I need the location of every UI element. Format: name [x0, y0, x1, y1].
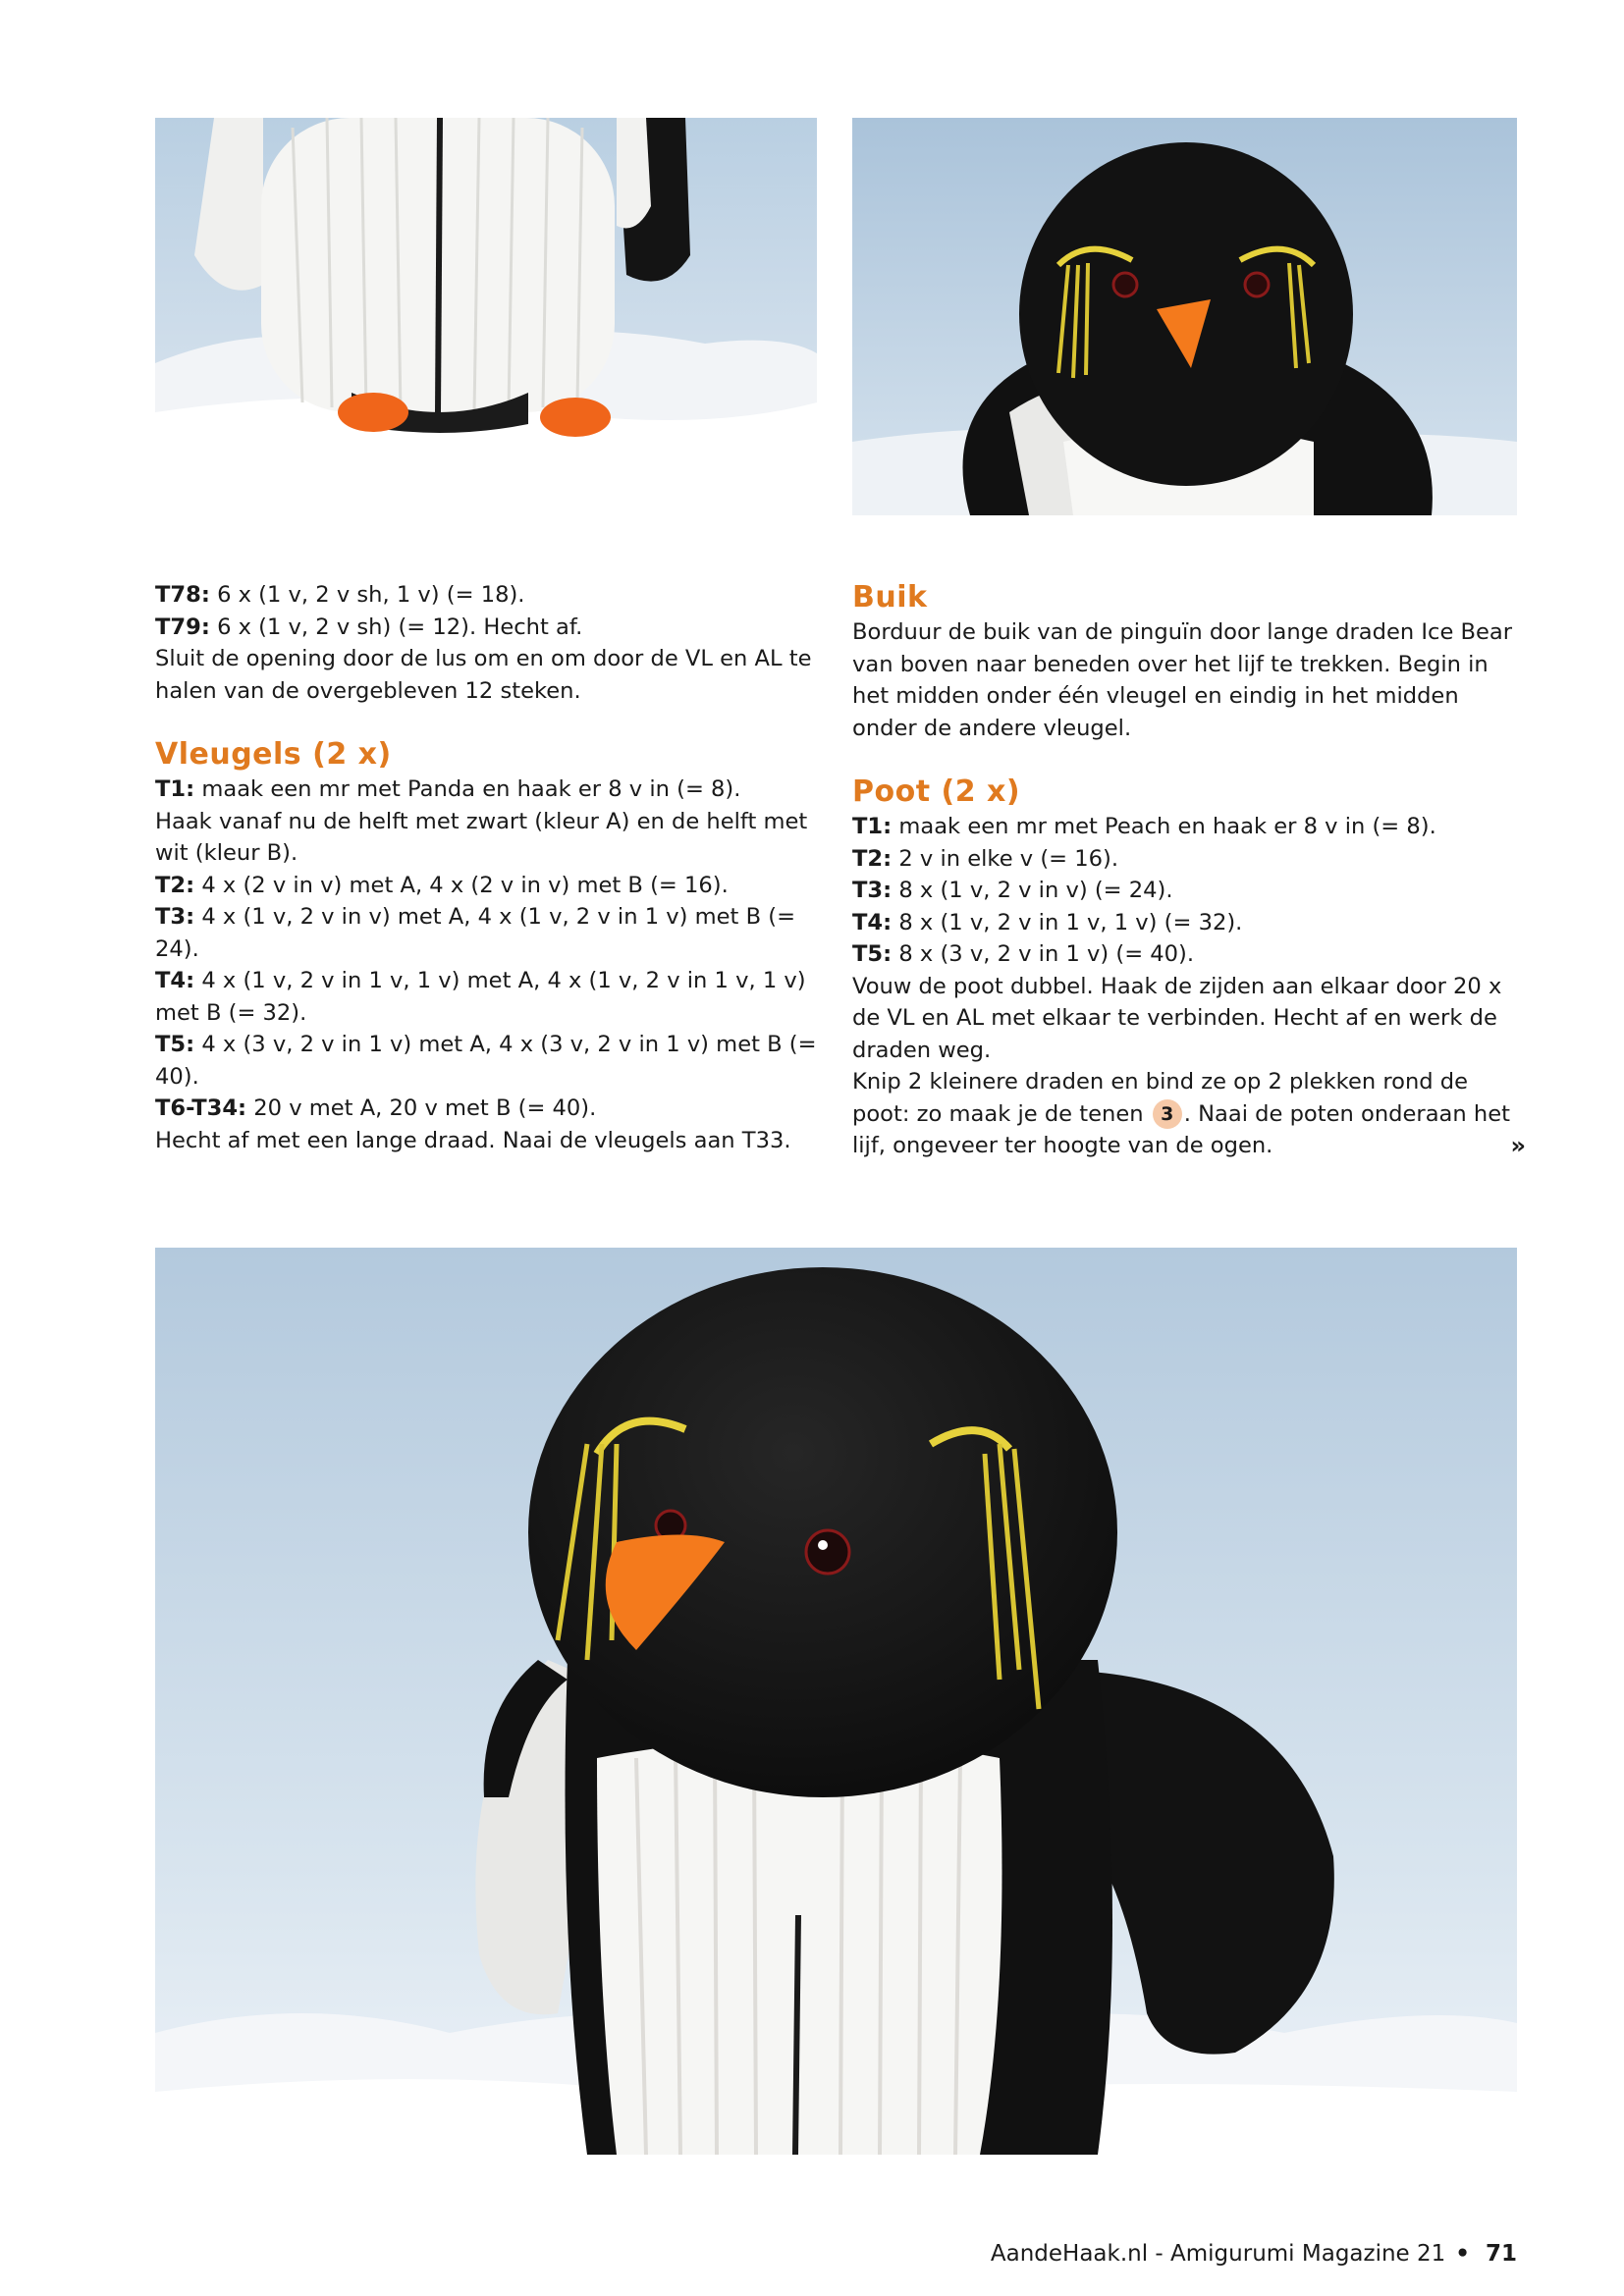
row-t78: T78: 6 x (1 v, 2 v sh, 1 v) (= 18). [155, 582, 525, 608]
wings-end: Hecht af met een lange draad. Naai de vleugels aan T33. [155, 1127, 791, 1153]
photo-reference-badge: 3 [1153, 1099, 1182, 1129]
feet-heading: Poot (2 x) [852, 774, 1021, 809]
wings-row-t2: T2: 4 x (2 v in v) met A, 4 x (2 v in v) met B (= 16). [155, 872, 729, 898]
wings-row-t3: T3: 4 x (1 v, 2 v in v) met A, 4 x (1 v, 2 v in 1 v) met B (= 24). [155, 904, 796, 962]
feet-row-t1: T1: maak een mr met Peach en haak er 8 v in (= 8). [852, 814, 1436, 839]
wings-row-t5: T5: 4 x (3 v, 2 v in 1 v) met A, 4 x (3 v, 2 v in 1 v) met B (= 40). [155, 1032, 817, 1090]
penguin-head-photo [852, 118, 1517, 515]
penguin-front-photo [155, 1248, 1517, 2155]
wings-row-t6-t34: T6-T34: 20 v met A, 20 v met B (= 40). [155, 1095, 597, 1121]
belly-heading: Buik [852, 580, 928, 614]
penguin-back-photo [155, 118, 817, 515]
footer-bullet: • [1455, 2241, 1470, 2267]
wings-row-t1: T1: maak een mr met Panda en haak er 8 v in (= 8). [155, 776, 741, 802]
belly-text: Borduur de buik van de pinguïn door lange draden Ice Bear van boven naar beneden over het lijf te trekken. Begin in het midden onder één vleugel en eindig in het midden onder de andere vleugel. [852, 619, 1513, 741]
closing-text: Sluit de opening door de lus om en om door de VL en AL te halen van de overgebleven 12 steken. [155, 646, 812, 704]
footer-site: AandeHaak.nl - Amigurumi Magazine 21 [990, 2241, 1446, 2267]
feet-row-t5: T5: 8 x (3 v, 2 v in 1 v) (= 40). [852, 941, 1195, 967]
left-text-column [155, 579, 823, 1156]
page-footer [991, 2241, 1517, 2267]
page-number: 71 [1485, 2241, 1517, 2267]
continue-arrow-icon: » [1510, 1132, 1526, 1159]
feet-toes-text: Knip 2 kleinere draden en bind ze op 2 plekken rond de poot: zo maak je de tenen 3 . Naai de poten onderaan het lijf, ongeveer ter hoogte van de ogen. » [852, 1066, 1520, 1162]
row-t79: T79: 6 x (1 v, 2 v sh) (= 12). Hecht af. [155, 614, 583, 640]
feet-row-t2: T2: 2 v in elke v (= 16). [852, 845, 1119, 872]
wings-intro: Haak vanaf nu de helft met zwart (kleur A) en de helft met wit (kleur B). [155, 808, 808, 866]
wings-heading: Vleugels (2 x) [155, 737, 392, 772]
feet-row-t4: T4: 8 x (1 v, 2 v in 1 v, 1 v) (= 32). [852, 909, 1243, 935]
feet-fold-text: Vouw de poot dubbel. Haak de zijden aan elkaar door 20 x de VL en AL met elkaar te verbinden. Hecht af en werk de draden weg. [852, 973, 1502, 1063]
feet-row-t3: T3: 8 x (1 v, 2 v in v) (= 24). [852, 878, 1173, 903]
right-text-column [852, 579, 1526, 1162]
wings-row-t4: T4: 4 x (1 v, 2 v in 1 v, 1 v) met A, 4 x (1 v, 2 v in 1 v, 1 v) met B (= 32). [155, 968, 806, 1026]
